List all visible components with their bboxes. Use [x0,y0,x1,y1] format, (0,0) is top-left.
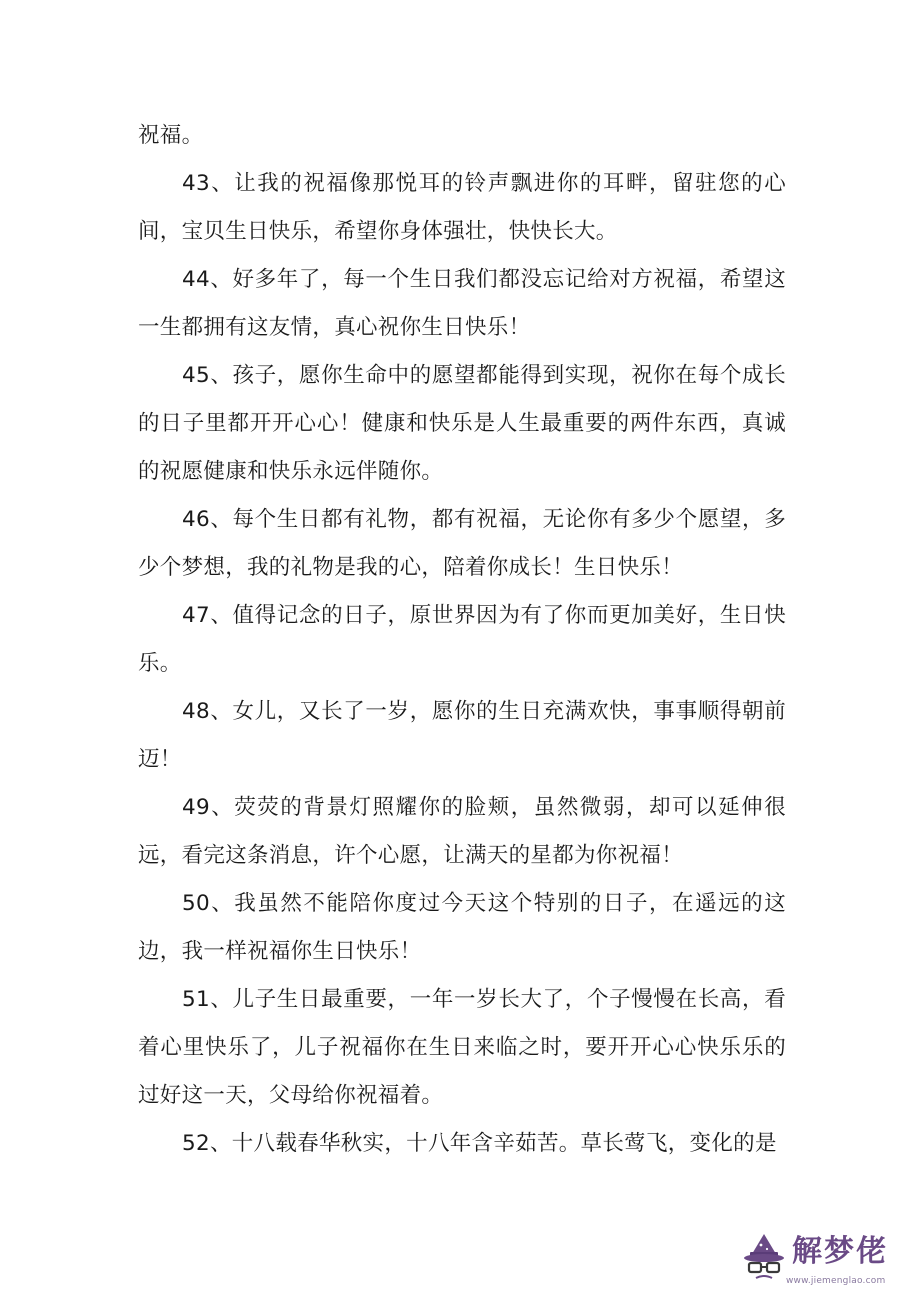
paragraph-continuation: 祝福。 [138,123,204,148]
paragraph-47: 47、值得记念的日子，原世界因为有了你而更加美好，生日快乐。 [138,603,786,676]
paragraph-50: 50、我虽然不能陪你度过今天这个特别的日子，在遥远的这边，我一样祝福你生日快乐！ [138,891,786,964]
site-watermark [742,1230,892,1296]
paragraph-48: 48、女儿，又长了一岁，愿你的生日充满欢快，事事顺得朝前迈！ [138,699,786,772]
document-body [138,112,786,1168]
watermark-title: 解梦佬 [792,1234,888,1269]
paragraph-45: 45、孩子，愿你生命中的愿望都能得到实现，祝你在每个成长的日子里都开开心心！健康和快乐是人生最重要的两件东西，真诚的祝愿健康和快乐永远伴随你。 [138,363,786,484]
paragraph-43: 43、让我的祝福像那悦耳的铃声飘进你的耳畔，留驻您的心间，宝贝生日快乐，希望你身体强壮，快快长大。 [138,171,786,244]
watermark-url: www.jiemenglao.com [786,1276,886,1286]
paragraph-44: 44、好多年了，每一个生日我们都没忘记给对方祝福，希望这一生都拥有这友情，真心祝你生日快乐！ [138,267,786,340]
paragraph-52: 52、十八载春华秋实，十八年含辛茹苦。草长莺飞，变化的是 [182,1131,777,1156]
paragraph-49: 49、荧荧的背景灯照耀你的脸颊，虽然微弱，却可以延伸很远，看完这条消息，许个心愿，让满天的星都为你祝福！ [138,795,786,868]
paragraph-46: 46、每个生日都有礼物，都有祝福，无论你有多少个愿望，多少个梦想，我的礼物是我的心，陪着你成长！生日快乐！ [138,507,786,580]
wizard-hat-glasses-icon [742,1232,786,1284]
paragraph-51: 51、儿子生日最重要，一年一岁长大了，个子慢慢在长高，看着心里快乐了，儿子祝福你在生日来临之时，要开开心心快乐乐的过好这一天，父母给你祝福着。 [138,987,786,1108]
